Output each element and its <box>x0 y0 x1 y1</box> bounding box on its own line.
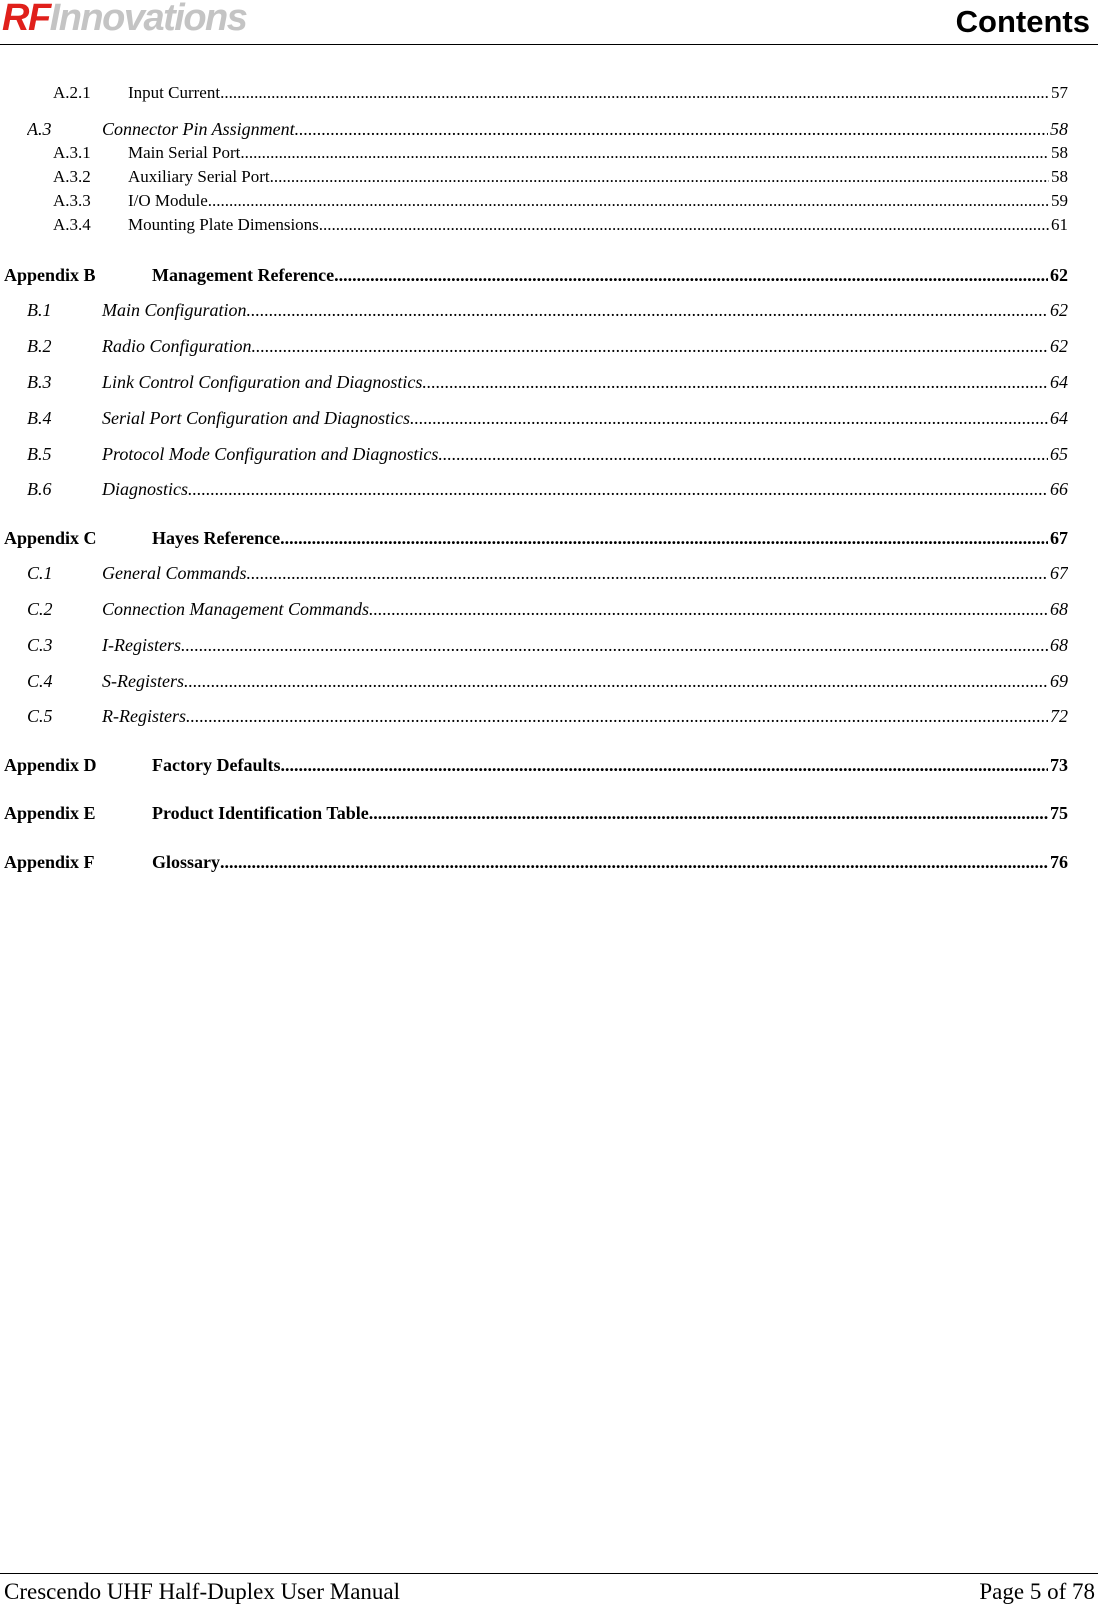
toc-entry-page: 75 <box>1050 803 1068 823</box>
page-number: Page 5 of 78 <box>979 1579 1095 1604</box>
toc-entry[interactable] <box>53 142 1068 164</box>
toc-dot-leader <box>247 299 1048 321</box>
toc-entry-page: 76 <box>1050 852 1068 872</box>
toc-entry-number: Appendix B <box>4 265 96 285</box>
toc-entry-number: A.3.2 <box>53 167 91 186</box>
toc-entry-page: 67 <box>1050 563 1068 583</box>
toc-entry-page: 57 <box>1051 83 1068 102</box>
toc-entry-page: 72 <box>1050 706 1068 726</box>
toc-entry-title: R-Registers <box>102 706 186 726</box>
toc-entry-page: 66 <box>1050 479 1068 499</box>
toc-entry-page: 59 <box>1051 191 1068 210</box>
toc-entry-number: A.3.3 <box>53 191 91 210</box>
toc-entry-title: General Commands <box>102 563 247 583</box>
toc-entry[interactable] <box>27 299 1068 321</box>
toc-entry[interactable] <box>4 527 1068 549</box>
toc-entry-number: B.1 <box>27 300 52 320</box>
toc-entry-page: 68 <box>1050 599 1068 619</box>
toc-entry[interactable] <box>4 264 1068 286</box>
toc-entry-page: 62 <box>1050 300 1068 320</box>
toc-dot-leader <box>181 634 1048 656</box>
toc-dot-leader <box>186 705 1048 727</box>
toc-entry-title: Connector Pin Assignment <box>102 119 295 139</box>
toc-entry-number: C.5 <box>27 706 53 726</box>
toc-entry-number: C.2 <box>27 599 53 619</box>
toc-entry[interactable] <box>27 335 1068 357</box>
page-header <box>0 0 1098 45</box>
toc-entry[interactable] <box>4 851 1068 873</box>
toc-entry-title: S-Registers <box>102 671 184 691</box>
toc-dot-leader <box>334 264 1048 286</box>
toc-dot-leader <box>422 371 1048 393</box>
toc-entry-number: C.3 <box>27 635 53 655</box>
toc-entry-page: 68 <box>1050 635 1068 655</box>
toc-entry[interactable] <box>27 705 1068 727</box>
toc-entry-number: B.3 <box>27 372 52 392</box>
toc-entry-page: 65 <box>1050 444 1068 464</box>
company-logo: RFInnovations <box>2 0 247 39</box>
toc-entry-title: Main Serial Port <box>128 143 241 162</box>
toc-entry[interactable] <box>27 598 1068 620</box>
toc-entry-page: 64 <box>1050 372 1068 392</box>
page-title: Contents <box>955 4 1090 39</box>
toc-entry[interactable] <box>53 166 1068 188</box>
toc-dot-leader <box>319 214 1049 236</box>
toc-entry-number: A.2.1 <box>53 83 91 102</box>
toc-dot-leader <box>240 142 1049 164</box>
toc-entry-title: Input Current <box>128 83 221 102</box>
toc-entry-page: 58 <box>1051 143 1068 162</box>
toc-entry-title: I/O Module <box>128 191 208 210</box>
toc-entry[interactable] <box>53 190 1068 212</box>
toc-entry-number: C.4 <box>27 671 53 691</box>
toc-dot-leader <box>208 190 1049 212</box>
toc-entry-number: A.3.1 <box>53 143 91 162</box>
toc-entry-title: Management Reference <box>152 265 335 285</box>
toc-dot-leader <box>270 166 1049 188</box>
toc-entry-title: Diagnostics <box>102 479 189 499</box>
toc-entry[interactable] <box>53 214 1068 236</box>
toc-entry-page: 58 <box>1051 167 1068 186</box>
toc-entry[interactable] <box>27 634 1068 656</box>
toc-dot-leader <box>295 118 1048 140</box>
toc-entry[interactable] <box>27 407 1068 429</box>
toc-entry-title: Serial Port Configuration and Diagnostics <box>102 408 411 428</box>
toc-entry-title: Radio Configuration <box>102 336 252 356</box>
toc-entry[interactable] <box>27 562 1068 584</box>
toc-dot-leader <box>220 82 1049 104</box>
toc-dot-leader <box>280 527 1048 549</box>
toc-dot-leader <box>184 670 1048 692</box>
toc-entry-number: B.5 <box>27 444 52 464</box>
toc-entry-title: Protocol Mode Configuration and Diagnostics <box>102 444 439 464</box>
toc-entry[interactable] <box>27 443 1068 465</box>
toc-dot-leader <box>369 598 1048 620</box>
toc-entry-page: 61 <box>1051 215 1068 234</box>
toc-entry-number: B.2 <box>27 336 52 356</box>
toc-entry-number: B.4 <box>27 408 52 428</box>
toc-entry-number: Appendix F <box>4 852 95 872</box>
toc-entry-title: Product Identification Table <box>152 803 369 823</box>
toc-entry-title: Factory Defaults <box>152 755 281 775</box>
toc-dot-leader <box>220 851 1048 873</box>
toc-entry-page: 58 <box>1050 119 1068 139</box>
toc-entry-page: 73 <box>1050 755 1068 775</box>
toc-entry[interactable] <box>27 478 1068 500</box>
toc-entry-title: Glossary <box>152 852 221 872</box>
toc-entry-title: Hayes Reference <box>152 528 281 548</box>
toc-entry-page: 69 <box>1050 671 1068 691</box>
toc-dot-leader <box>252 335 1048 357</box>
toc-dot-leader <box>247 562 1049 584</box>
toc-entry[interactable] <box>27 371 1068 393</box>
toc-entry[interactable] <box>27 118 1068 140</box>
toc-entry-title: Mounting Plate Dimensions <box>128 215 319 234</box>
toc-entry-title: Auxiliary Serial Port <box>128 167 270 186</box>
toc-entry-number: Appendix C <box>4 528 97 548</box>
toc-dot-leader <box>369 802 1048 824</box>
toc-entry-title: Main Configuration <box>102 300 247 320</box>
toc-entry[interactable] <box>4 802 1068 824</box>
toc-entry-number: C.1 <box>27 563 53 583</box>
toc-dot-leader <box>438 443 1048 465</box>
toc-dot-leader <box>188 478 1048 500</box>
toc-entry[interactable] <box>53 82 1068 104</box>
toc-entry-page: 62 <box>1050 336 1068 356</box>
manual-title: Crescendo UHF Half-Duplex User Manual <box>4 1579 401 1604</box>
page-footer <box>0 1573 1098 1604</box>
toc-entry-title: Connection Management Commands <box>102 599 369 619</box>
toc-entry[interactable] <box>4 754 1068 776</box>
toc-entry-number: B.6 <box>27 479 52 499</box>
toc-dot-leader <box>410 407 1048 429</box>
toc-dot-leader <box>280 754 1048 776</box>
toc-entry-number: Appendix D <box>4 755 97 775</box>
toc-entry-page: 67 <box>1050 528 1068 548</box>
toc-entry[interactable] <box>27 670 1068 692</box>
toc-entry-number: Appendix E <box>4 803 96 823</box>
toc-entry-number: A.3.4 <box>53 215 91 234</box>
toc-entry-number: A.3 <box>27 119 52 139</box>
toc-entry-page: 62 <box>1050 265 1068 285</box>
toc-entry-page: 64 <box>1050 408 1068 428</box>
toc-entry-title: I-Registers <box>102 635 181 655</box>
toc-entry-title: Link Control Configuration and Diagnostics <box>102 372 423 392</box>
